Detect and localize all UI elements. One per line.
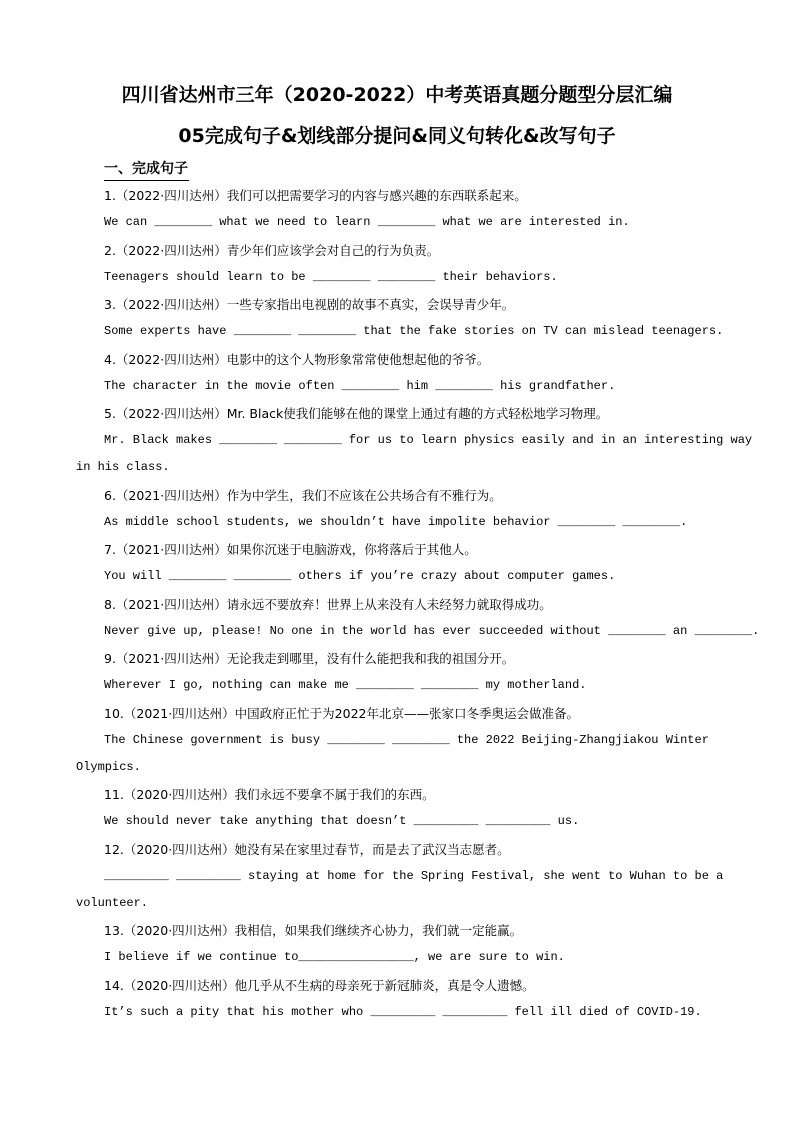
question-13-english: I believe if we continue to________________, we are sure to win. <box>104 950 565 964</box>
question-5-chinese: 5.（2022·四川达州）Mr. Black使我们能够在他的课堂上通过有趣的方式轻松地学习物理。 <box>104 406 609 421</box>
question-14-chinese: 14.（2020·四川达州）他几乎从不生病的母亲死于新冠肺炎，真是令人遗憾。 <box>104 978 535 993</box>
question-5-english-continued: in his class. <box>76 460 170 474</box>
section-heading <box>104 158 188 178</box>
question-7-english: You will ________ ________ others if you’re crazy about computer games. <box>104 569 616 583</box>
question-5-english: Mr. Black makes ________ ________ for us to learn physics easily and in an interesting way <box>104 433 753 447</box>
question-6-chinese: 6.（2021·四川达州）作为中学生，我们不应该在公共场合有不雅行为。 <box>104 488 502 503</box>
question-11-chinese: 11.（2020·四川达州）我们永远不要拿不属于我们的东西。 <box>104 787 435 802</box>
question-4-english: The character in the movie often ________ him ________ his grandfather. <box>104 379 616 393</box>
question-9-chinese: 9.（2021·四川达州）无论我走到哪里，没有什么能把我和我的祖国分开。 <box>104 651 515 666</box>
question-1-english: We can ________ what we need to learn ________ what we are interested in. <box>104 215 630 229</box>
question-9-english: Wherever I go, nothing can make me ________ ________ my motherland. <box>104 678 587 692</box>
question-2-english: Teenagers should learn to be ________ ________ their behaviors. <box>104 270 558 284</box>
question-6-english: As middle school students, we shouldn’t have impolite behavior ________ ________. <box>104 515 688 529</box>
question-7-chinese: 7.（2021·四川达州）如果你沉迷于电脑游戏，你将落后于其他人。 <box>104 542 477 557</box>
question-3-english: Some experts have ________ ________ that the fake stories on TV can mislead teenagers. <box>104 324 724 338</box>
question-10-english-continued: Olympics. <box>76 760 141 774</box>
question-13-chinese: 13.（2020·四川达州）我相信，如果我们继续齐心协力，我们就一定能赢。 <box>104 923 523 938</box>
document-title: 四川省达州市三年（2020-2022）中考英语真题分题型分层汇编 <box>121 84 673 106</box>
section-heading-underline <box>104 180 189 181</box>
question-11-english: We should never take anything that doesn’t _________ _________ us. <box>104 814 580 828</box>
question-2-chinese: 2.（2022·四川达州）青少年们应该学会对自己的行为负责。 <box>104 243 440 258</box>
question-8-english: Never give up, please! No one in the world has ever succeeded without ________ an ________. <box>104 624 760 638</box>
question-4-chinese: 4.（2022·四川达州）电影中的这个人物形象常常使他想起他的爷爷。 <box>104 352 490 367</box>
question-3-chinese: 3.（2022·四川达州）一些专家指出电视剧的故事不真实，会误导青少年。 <box>104 297 515 312</box>
question-12-english-continued: volunteer. <box>76 896 149 910</box>
document-subtitle: 05完成句子&划线部分提问&同义句转化&改写句子 <box>178 125 616 147</box>
question-14-english: It’s such a pity that his mother who _________ _________ fell ill died of COVID-19. <box>104 1005 702 1019</box>
question-1-chinese: 1.（2022·四川达州）我们可以把需要学习的内容与感兴趣的东西联系起来。 <box>104 188 527 203</box>
question-10-chinese: 10.（2021·四川达州）中国政府正忙于为2022年北京——张家口冬季奥运会做准备。 <box>104 706 579 721</box>
question-12-chinese: 12.（2020·四川达州）她没有呆在家里过春节，而是去了武汉当志愿者。 <box>104 842 510 857</box>
question-12-english: _________ _________ staying at home for the Spring Festival, she went to Wuhan to be a <box>104 869 724 883</box>
question-8-chinese: 8.（2021·四川达州）请永远不要放弃！世界上从来没有人未经努力就取得成功。 <box>104 597 552 612</box>
question-10-english: The Chinese government is busy ________ ________ the 2022 Beijing-Zhangjiakou Winter <box>104 733 709 747</box>
section-heading-text: 一、完成句子 <box>104 161 188 177</box>
